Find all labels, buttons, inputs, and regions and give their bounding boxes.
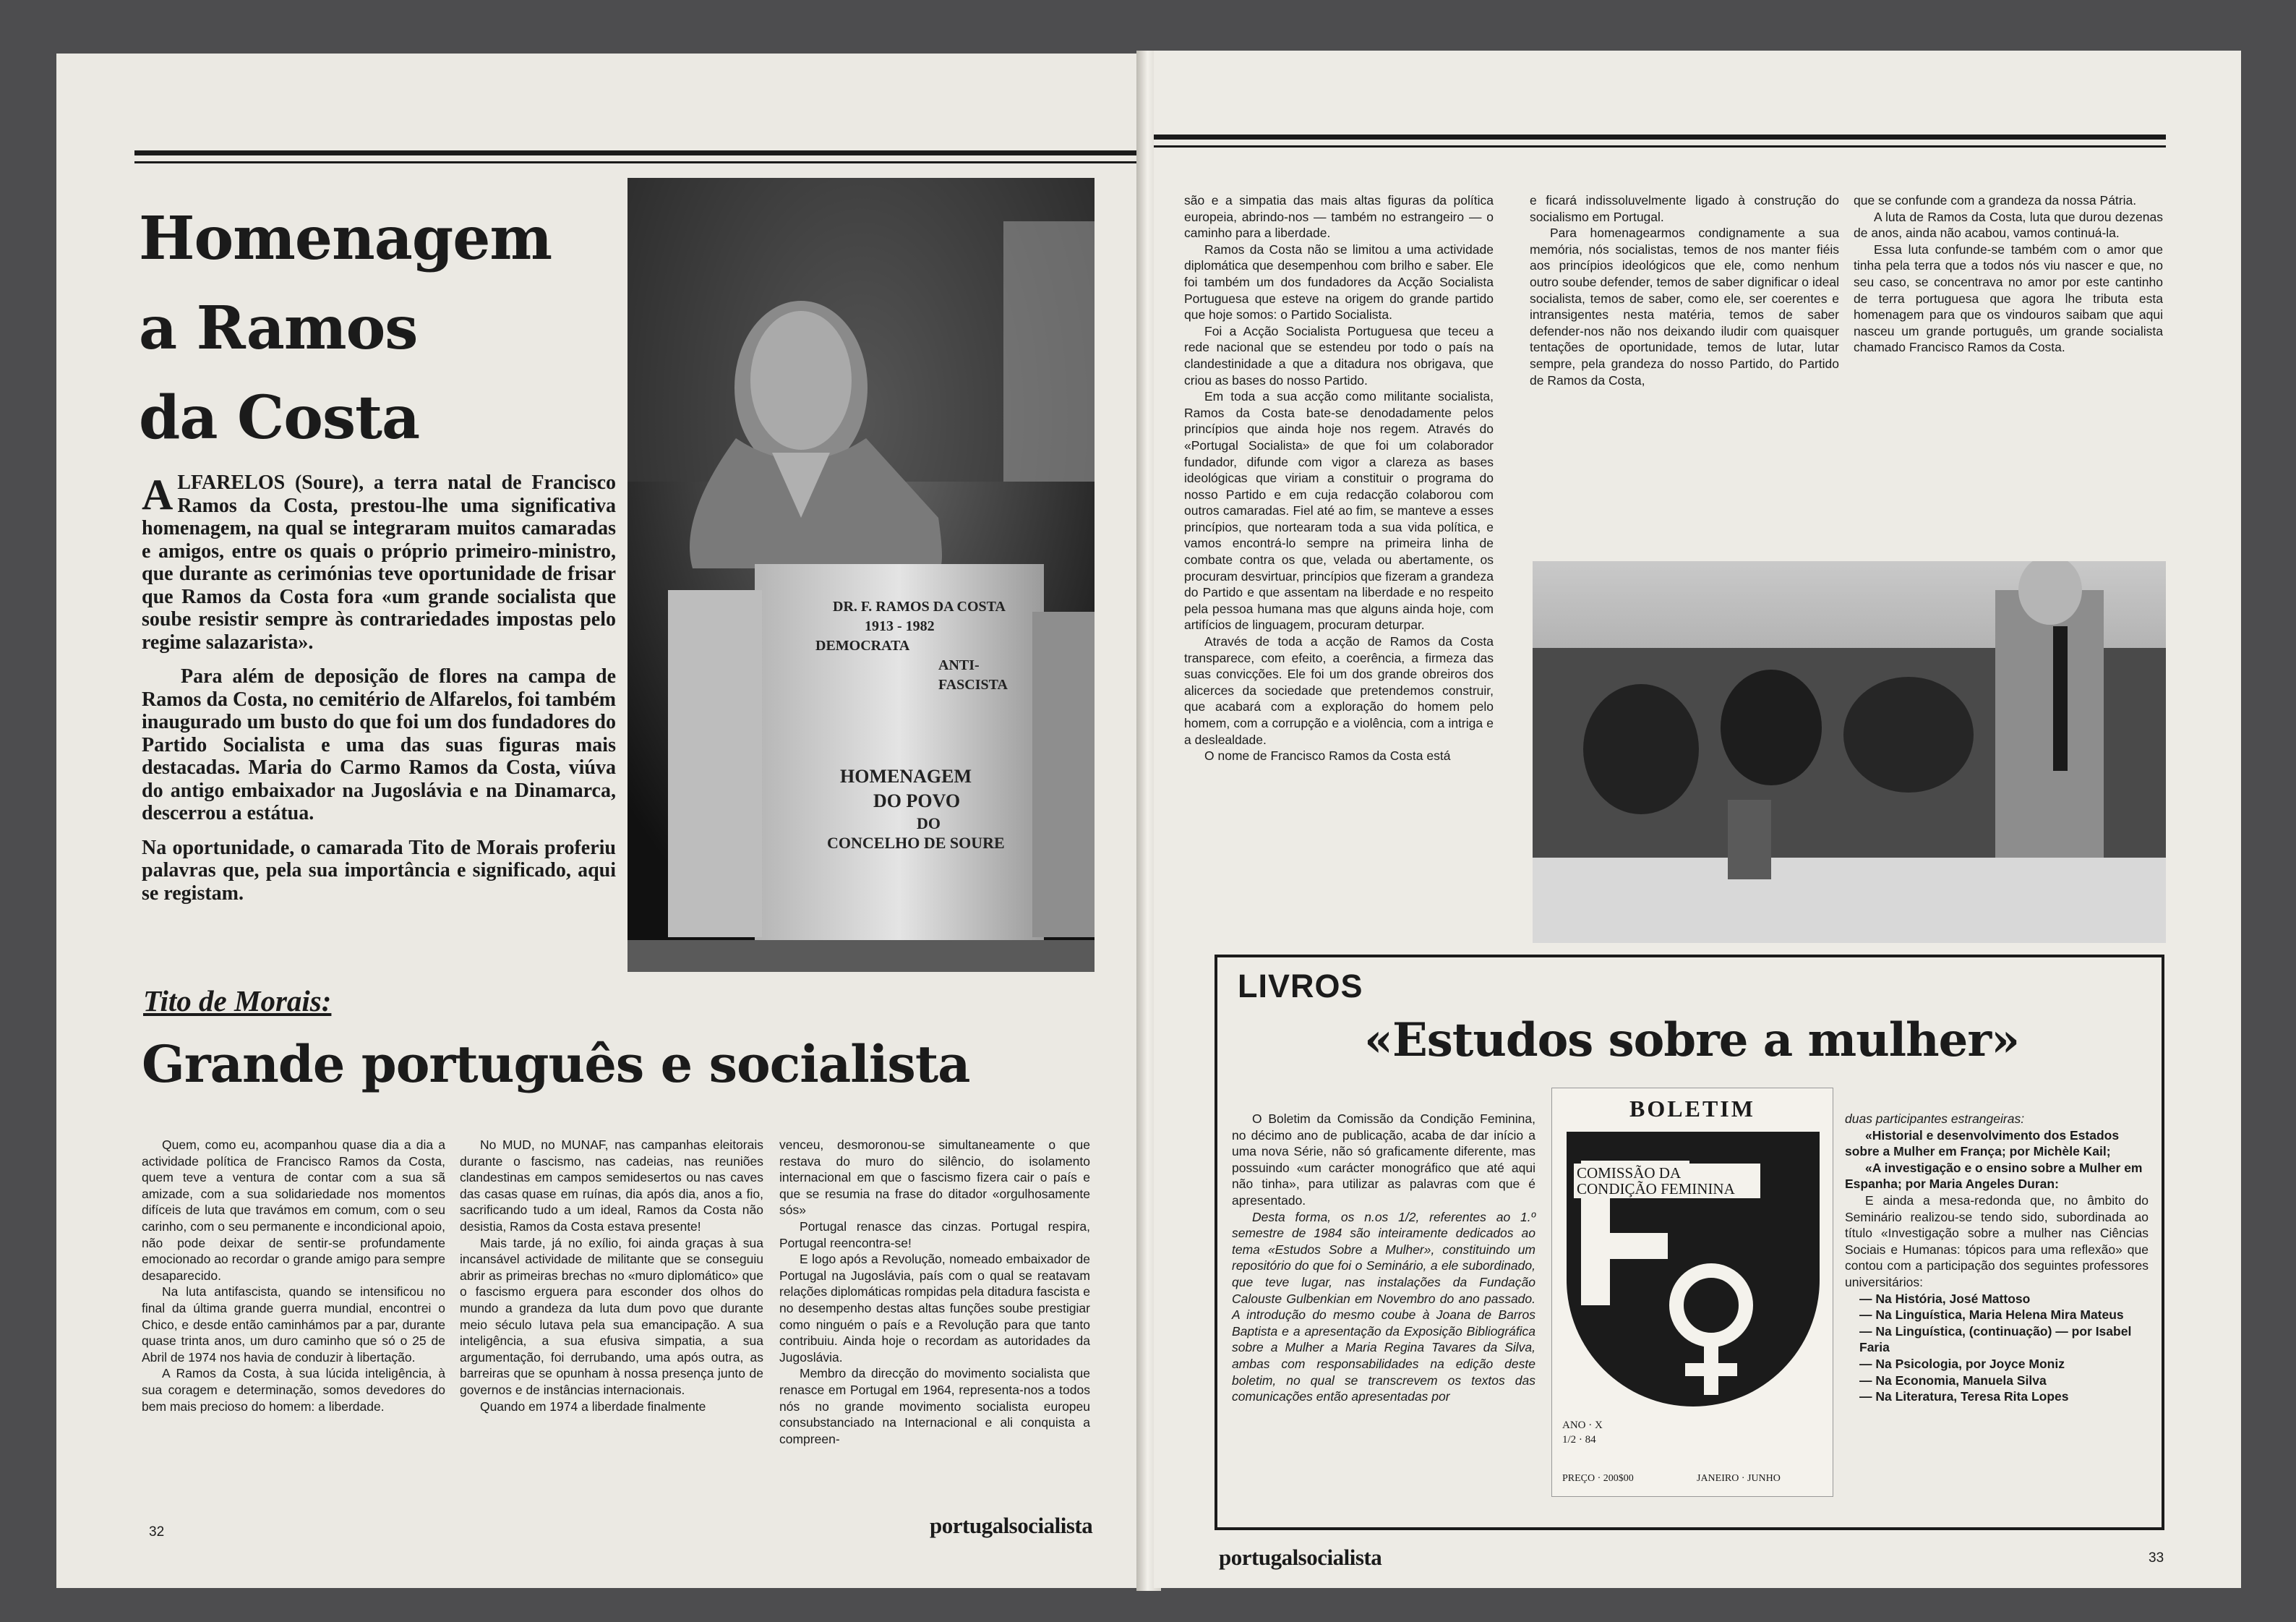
left-page [56,54,1144,1588]
livros-title: «Estudos sobre a mulher» [1363,1013,2020,1067]
article-headline: Grande português e socialista [142,1034,970,1094]
right-page [1154,51,2241,1588]
cover-issue: ANO · X 1/2 · 84 [1562,1420,1603,1446]
body-column-1: Quem, como eu, acompanhou quase dia a dia a actividade política de Francisco Ramos da Costa, quem teve a ventura de contar com a sua sã amizade, com a sua solidariedade nos momentos difíceis de luta que travámos em comum, com o seu carinho, com o seu permanente e incondicional apoio, não pode deixar de sentir-se profundamente emocionado ao recordar o grande amigo para sempre desaparecido. Na luta antifascista, quando se intensificou no final da última grande guerra mundial, encontrei o Chico, e desde então caminhámos par a par, durante quase trinta anos, um duro caminho que só o 25 de Abril de 1974 nos havia de conduzir à libertação. A Ramos da Costa, à sua lúcida inteligência, à sua coragem e determinação, somos devedores do bem mais precioso do homem: a liberdade. [142,1137,445,1414]
bust-photo [627,178,1095,972]
right-column-2: e ficará indissoluvelmente ligado à construção do socialismo em Portugal. Para homenagearmos condignamente a sua memória, nós socialistas, temos de nos manter fiéis aos princípios ideológicos que ele, como nenhum outro soube defender, temos de saber dignificar o ideal socialista, temos de saber, como ele, ser coerentes e intransigentes nesta matéria, temos de saber defender-nos não nos deixando iludir com quaisquer tentações de oportunidade, temos de lutar, lutar sempre, pela grandeza do nosso Partido, do Partido de Ramos da Costa, [1530,193,1839,388]
boletim-cover [1551,1088,1833,1497]
right-column-1: são e a simpatia das mais altas figuras da política europeia, abrindo-nos — também no estrangeiro — o caminho para a liberdade. Ramos da Costa não se limitou a uma actividade diplomática que desempenhou com brilho e saber. Ele foi também um dos fundadores da Acção Socialista Portuguesa que esteve na origem do grande partido que hoje somos: o Partido Socialista. Foi a Acção Socialista Portuguesa que teceu a rede nacional que se estendeu por todo o país na clandestinidade a que a ditadura nos obrigava, que criou as bases do nosso Partido. Em toda a sua acção como militante socialista, Ramos da Costa bate-se denodadamente pelos princípios que ainda hoje nos regem. Através do «Portugal Socialista» de que foi um colaborador fundador, difunde com vigor a clareza as bases ideológicas que viriam a constituir o programa do nosso Partido e em cuja redacção colaborou com outros camaradas. Fiel até ao fim, se manteve a esses princípios, que nortearam toda a sua vida política, e vamos encontrá-lo sempre na primeira linha de combate contra os que, velada ou abertamente, os procuram desvirtuar, princípios que fizeram a grandeza do Partido e que assentam na liberdade e no respeito pela pessoa humana mas que alguns ainda hoje, com artifícios de linguagem, procuram deturpar. Através de toda a acção de Ramos da Costa transparece, com efeito, a coerência, a firmeza das suas convicções. Ele foi um dos grande obreiros dos alicerces da sociedade que pretendemos construir, que acabará com a exploração do homem pelo homem, com a corrupção e a violência, com a intriga e a deslealdade. O nome de Francisco Ramos da Costa está [1184,193,1494,764]
cover-org: COMISSÃO DA CONDIÇÃO FEMININA [1574,1164,1760,1198]
bust-photo-art [627,178,1095,972]
cover-header: BOLETIM [1629,1096,1755,1122]
title-line-2: a Ramos [139,294,418,363]
ceremony-photo-art [1533,561,2166,943]
livros-right-column: duas participantes estrangeiras: «Historial e desenvolvimento dos Estados sobre a Mulher em França; por Michèle Kail; «A investigação e o ensino sobre a Mulher em Espanha; por Maria Angeles Duran: E ainda a mesa-redonda que, no âmbito do Seminário realizou-se tendo sido, subordinada ao título «Investigação sobre a mulher nas Ciências Sociais e Humanas: tópicos para uma reflexão» que contou com a participação dos seguintes professores universitários: — Na História, José Mattoso — Na Linguística, Maria Helena Mira Mateus — Na Linguística, (continuação) — por Isabel Faria — Na Psicologia, por Joyce Moniz — Na Economia, Manuela Silva — Na Literatura, Teresa Rita Lopes [1845,1111,2149,1404]
brand-logo: portugalsocialista [930,1513,1093,1538]
bust-inscription: DR. F. RAMOS DA COSTA 1913 - 1982 DEMOCRATA ANTI-FASCISTA HOMENAGEM DO POVO DO CONCELHO DE SOURE [815,599,1008,852]
ceremony-photo [1533,561,2166,943]
body-column-3: venceu, desmoronou-se simultaneamente o que restava do muro do silêncio, do isolamento internacional em que o fascismo fizera cair o país e que se resumia na frase do ditador «orgulhosamente sós» Portugal renasce das cinzas. Portugal respira, Portugal reencontra-se! E logo após a Revolução, nomeado embaixador de Portugal na Jugoslávia, país com o qual se reatavam relações diplomáticas rompidas pela ditadura fascista e no desempenho destas altas funções soube prestigiar como ninguém o país e a Revolução para que tanto contribuiu. Ainda hoje o recordam as autoridades da Jugoslávia. Membro da direcção do movimento socialista que renasce em Portugal em 1964, representa-nos a todos nós no grande movimento socialista europeu consubstanciado na Internacional e ali conquista a compreen- [779,1137,1090,1446]
cover-period: JANEIRO · JUNHO [1697,1473,1781,1484]
livros-label: LIVROS [1238,968,1363,1004]
title-line-1: Homenagem [139,204,552,273]
page-number: 33 [2149,1550,2164,1566]
livros-left-column: O Boletim da Comissão da Condição Feminina, no décimo ano de publicação, acaba de dar início a uma nova Série, não só graficamente diferente, mas possuindo «um carácter monográfico que até aqui não tinha», para utilizar as palavras com que é apresentado. Desta forma, os n.os 1/2, referentes ao 1.º semestre de 1984 são inteiramente dedicados ao tema «Estudos Sobre a Mulher», constituindo um repositório do que foi o Seminário, a ele subordinado, que teve lugar, nas instalações da Fundação Calouste Gulbenkian em Novembro do ano passado. A introdução do mesmo coube à Joana de Barros Baptista e a apresentação da Exposição Bibliográfica sobre a Mulher a Maria Regina Tavares da Silva, ambas com responsabilidades na edição deste boletim, no qual se transcrevem os textos das comunicações então apresentadas por [1232,1111,1535,1404]
top-rule [134,150,1144,163]
drop-cap: A [142,471,174,518]
title-line-3: da Costa [139,383,420,453]
top-rule [1154,135,2166,148]
article-kicker: Tito de Morais: [143,984,332,1017]
cover-price: PREÇO · 200$00 [1562,1473,1634,1484]
brand-logo: portugalsocialista [1219,1545,1382,1570]
page-number: 32 [149,1524,165,1540]
body-column-2: No MUD, no MUNAF, nas campanhas eleitorais durante o fascismo, nas cadeias, nas reuniões clandestinas em campos semidesertos ou nas caves das casas quase em ruínas, dia após dia, anos a fio, sacrificando tudo a um ideal, Ramos da Costa não desistia, Ramos da Costa estava presente! Mais tarde, já no exílio, foi ainda graças à sua incansável actividade de militante que se conseguiu abrir as primeiras brechas no «muro diplomático» que o fascismo erguera para esconder dos olhos do mundo a grandeza da luta dum povo que durante meio século lutava pela sua emancipação. A sua inteligência, a sua efusiva simpatia, a sua argumentação, foi derrubando, uma após outra, as barreiras que se opunham à nossa presença junto de governos e de instâncias internacionais. Quando em 1974 a liberdade finalmente [460,1137,763,1414]
lead-paragraphs: ALFARELOS (Soure), a terra natal de Francisco Ramos da Costa, prestou-lhe uma significativa homenagem, na qual se integraram muitos camaradas e amigos, entre os quais o próprio primeiro-ministro, que durante as cerimónias teve oportunidade de frisar que Ramos da Costa fora «um grande socialista que soube resistir sempre às contrariedades impostas pelo regime salazarista». Para além de deposição de flores na campa de Ramos da Costa, no cemitério de Alfarelos, foi também inaugurado um busto do que foi um dos fundadores do Partido Socialista e uma das suas figuras mais destacadas. Maria do Carmo Ramos da Costa, viúva do antigo embaixador na Jugoslávia e na Dinamarca, descerrou a estátua. Na oportunidade, o camarada Tito de Morais proferiu palavras que, pela sua importância e significado, aqui se registam. [142,471,616,905]
right-column-3: que se confunde com a grandeza da nossa Pátria. A luta de Ramos da Costa, luta que durou dezenas de anos, ainda não acabou, vamos continuá-la. Essa luta confunde-se também com o amor que tinha pela terra que a todos nós viu nascer e que, no seu caso, se concentrava no amor por este cantinho de terra portuguesa que agora lhe tributa esta homenagem para que os vindouros saibam que aqui nasceu um grande português, um grande socialista chamado Francisco Ramos da Costa. [1854,193,2163,355]
article-title [139,194,552,463]
livros-box [1215,955,2164,1530]
